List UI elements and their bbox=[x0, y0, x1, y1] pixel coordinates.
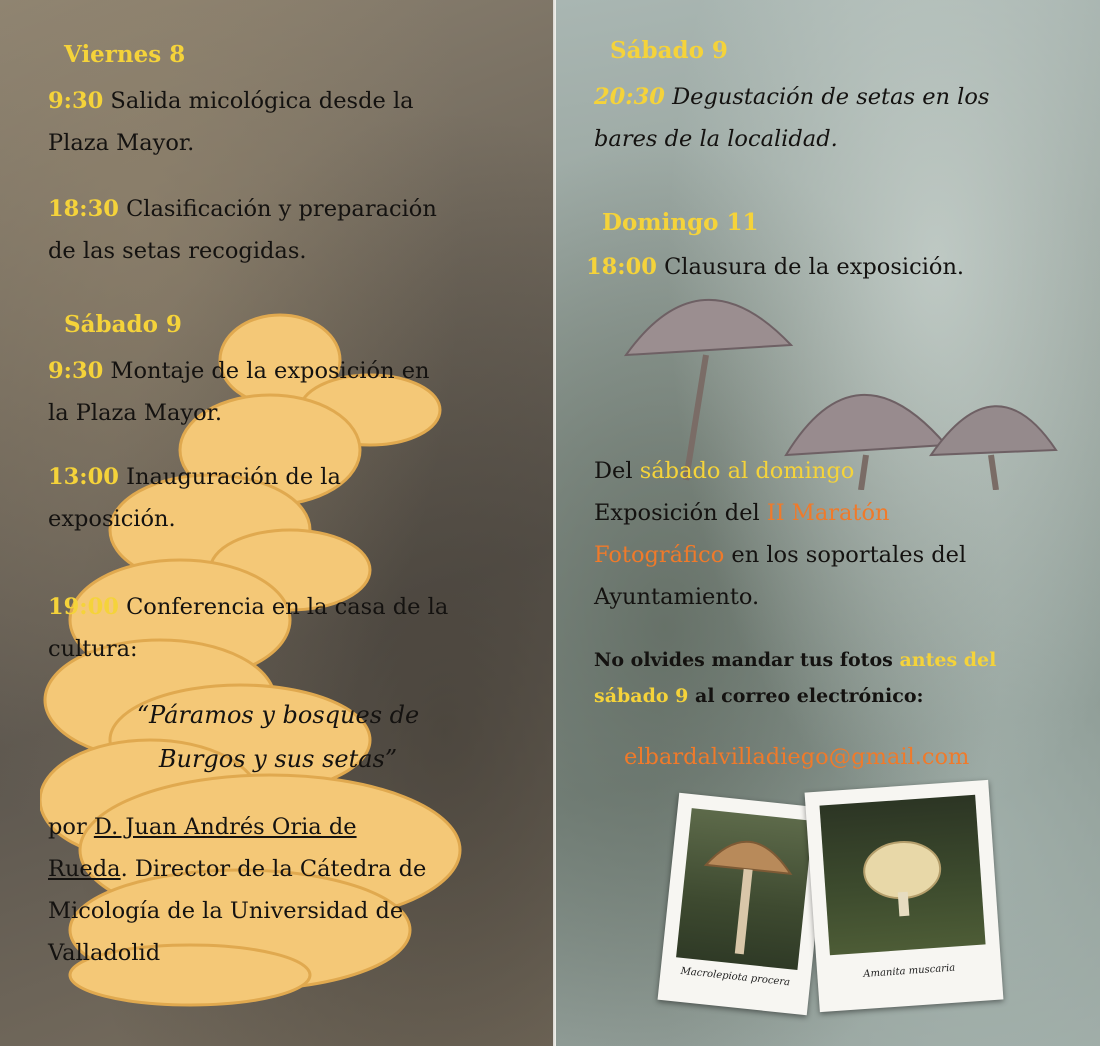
event-text-continued: exposición. bbox=[48, 506, 176, 532]
event-text-continued: cultura: bbox=[48, 636, 138, 662]
event-time: 9:30 bbox=[48, 88, 104, 114]
speaker-bio-line2: Micología de la Universidad de bbox=[48, 898, 404, 924]
reminder-deadline: antes del bbox=[899, 649, 997, 671]
event-time: 19:00 bbox=[48, 594, 119, 620]
exhibition-prefix: Del bbox=[594, 458, 640, 484]
event-text: Clasificación y preparación bbox=[118, 196, 437, 222]
day-heading-domingo: Domingo 11 bbox=[602, 209, 759, 236]
exhibition-line2 bbox=[594, 492, 890, 534]
by-prefix: por bbox=[48, 814, 94, 840]
macrolepiota-photo bbox=[676, 808, 813, 970]
photo-caption: Macrolepiota procera bbox=[680, 965, 791, 989]
exhibition-dates: sábado al domingo bbox=[639, 458, 855, 484]
lecture-title-line2: Burgos y sus setas” bbox=[158, 745, 398, 773]
speaker-bio: . Director de la Cátedra de bbox=[120, 856, 427, 882]
exhibition-line4: Ayuntamiento. bbox=[594, 584, 760, 610]
reminder-line2 bbox=[594, 678, 924, 714]
polaroid-photo-macrolepiota bbox=[658, 793, 829, 1016]
day-heading-viernes: Viernes 8 bbox=[64, 41, 186, 68]
event-time: 20:30 bbox=[594, 84, 665, 110]
exhibition-text: Exposición del bbox=[594, 500, 767, 526]
event-viernes-1830 bbox=[48, 188, 437, 230]
speaker-name-continued: Rueda bbox=[48, 856, 121, 882]
event-time: 13:00 bbox=[48, 464, 119, 490]
speaker-name: D. Juan Andrés Oria de bbox=[93, 814, 357, 840]
reminder-text: No olvides mandar tus fotos bbox=[594, 649, 900, 671]
event-sabado-2030 bbox=[594, 76, 989, 118]
event-text-continued: de las setas recogidas. bbox=[48, 238, 307, 264]
event-text: Degustación de setas en los bbox=[664, 84, 990, 110]
event-text: Salida micológica desde la bbox=[103, 88, 414, 114]
event-text-continued: la Plaza Mayor. bbox=[48, 400, 223, 426]
reminder-deadline-continued: sábado 9 bbox=[594, 685, 689, 707]
photo-caption: Amanita muscaria bbox=[862, 962, 956, 981]
event-sabado-0930 bbox=[48, 350, 430, 392]
event-sabado-1300 bbox=[48, 456, 341, 498]
amanita-photo bbox=[819, 795, 985, 956]
exhibition-location: en los soportales del bbox=[724, 542, 967, 568]
event-text: Inauguración de la bbox=[118, 464, 341, 490]
reminder-line1 bbox=[594, 642, 996, 678]
day-heading-sabado: Sábado 9 bbox=[610, 37, 728, 64]
exhibition-line3 bbox=[594, 534, 966, 576]
marathon-name-continued: Fotográfico bbox=[594, 542, 725, 568]
event-time: 18:30 bbox=[48, 196, 119, 222]
event-domingo-1800 bbox=[586, 246, 964, 288]
exhibition-line1 bbox=[594, 450, 854, 492]
event-text: Clausura de la exposición. bbox=[656, 254, 965, 280]
lecture-title-line1: “Páramos y bosques de bbox=[136, 701, 420, 729]
right-panel bbox=[556, 0, 1100, 1046]
event-time: 18:00 bbox=[586, 254, 657, 280]
event-viernes-0930 bbox=[48, 80, 414, 122]
event-text-continued: bares de la localidad. bbox=[594, 126, 838, 152]
marathon-name: II Maratón bbox=[766, 500, 890, 526]
event-text: Conferencia en la casa de la bbox=[118, 594, 449, 620]
event-text: Montaje de la exposición en bbox=[103, 358, 430, 384]
event-time: 9:30 bbox=[48, 358, 104, 384]
contact-email[interactable]: elbardalvilladiego@gmail.com bbox=[624, 744, 970, 770]
reminder-text-continued: al correo electrónico: bbox=[688, 685, 924, 707]
event-sabado-1900 bbox=[48, 586, 448, 628]
polaroid-photo-amanita bbox=[805, 780, 1004, 1012]
lecture-speaker-line1 bbox=[48, 806, 357, 848]
lecture-speaker-line2 bbox=[48, 848, 426, 890]
mushroom-parasol-icon bbox=[676, 808, 813, 970]
event-text-continued: Plaza Mayor. bbox=[48, 130, 195, 156]
mushroom-amanita-icon bbox=[819, 795, 985, 956]
day-heading-sabado: Sábado 9 bbox=[64, 311, 182, 338]
speaker-bio-line3: Valladolid bbox=[48, 940, 161, 966]
